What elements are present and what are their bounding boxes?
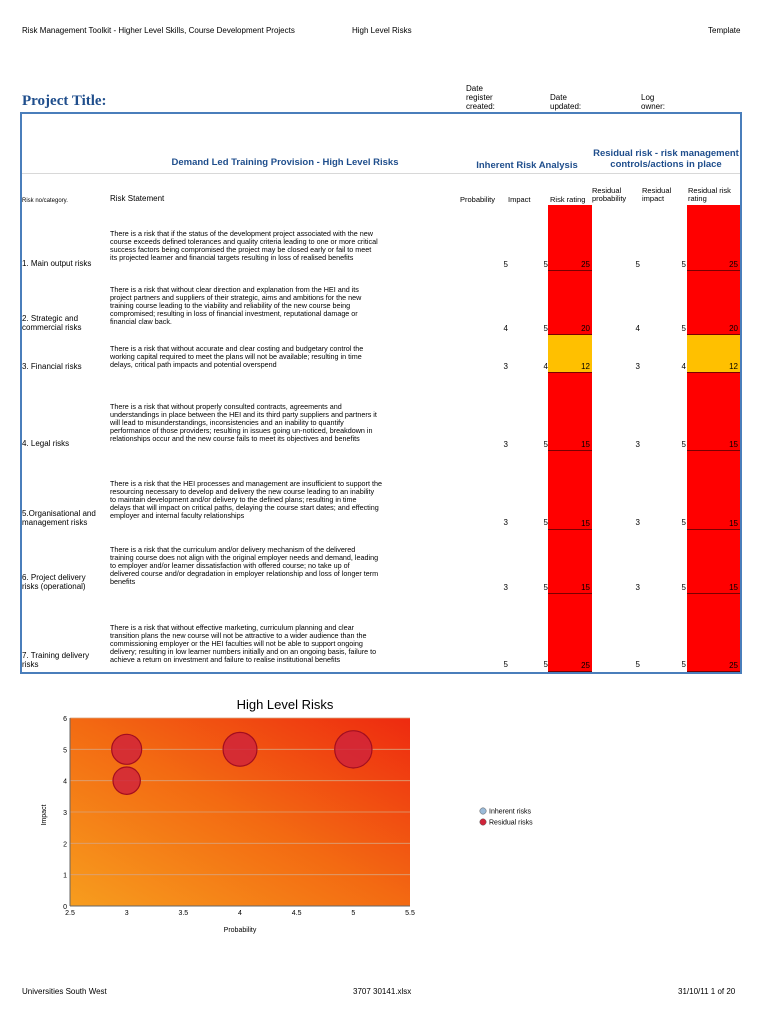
residual-probability-value: 3	[635, 440, 640, 449]
log-owner-line-2: owner:	[641, 102, 666, 111]
impact-value: 5	[543, 324, 548, 333]
residual-rating-value: 12	[729, 362, 738, 371]
legend-marker	[480, 808, 486, 814]
chart-x-axis-label: Probability	[223, 927, 257, 934]
risk-category	[22, 573, 86, 591]
residual-probability-value: 3	[635, 518, 640, 527]
risk-statement-line: There is a risk that without clear direction and explanation from the HEI and its	[110, 285, 359, 294]
risk-statement	[110, 546, 458, 586]
column-residual-impact-line-2: impact	[642, 194, 665, 203]
risk-statement-line: compromised; resulting in loss of financial investment, reputational damage or	[110, 309, 358, 318]
residual-risk-bubble	[113, 767, 140, 794]
x-tick-label: 5.5	[405, 910, 415, 917]
risk-statement-line: to maintain development and/or delivery to the defined plans; resulting in time	[110, 495, 357, 504]
risk-statement-line: There is a risk that without accurate and clear costing and budgetary control the	[110, 344, 364, 353]
x-tick-label: 5	[351, 910, 356, 917]
risk-statement-line: There is a risk that if the status of the development project associated with the new	[110, 229, 373, 238]
risk-statement-line: relationships occur and the new course fails to meet its objectives and benefits	[110, 434, 360, 443]
residual-rating-value: 15	[729, 583, 738, 592]
risk-rating-cell	[548, 205, 592, 271]
date-updated-line-1: Date	[550, 93, 567, 102]
header-sheet-name: High Level Risks	[352, 26, 412, 35]
legend-label: Inherent risks	[489, 808, 532, 816]
x-tick-label: 4	[238, 910, 242, 917]
column-residual-rating	[688, 187, 731, 203]
residual-rating-cell	[687, 271, 740, 335]
risk-statement	[110, 230, 458, 262]
column-residual-rating-line-1: Residual risk	[688, 186, 731, 195]
risk-rating-cell	[548, 530, 592, 594]
risk-statement-line: delays that will impact on critical paths, delaying the course start dates; and effecting	[110, 503, 379, 512]
column-statement: Risk Statement	[110, 194, 165, 203]
x-tick-label: 3	[124, 910, 129, 917]
risk-statement-line: financial claw back.	[110, 317, 172, 326]
risk-category	[22, 651, 89, 669]
y-tick-label: 0	[63, 904, 67, 911]
column-risk-rating: Risk rating	[550, 195, 586, 204]
residual-probability-value: 3	[635, 583, 640, 592]
risk-category-line: 4. Legal risks	[22, 439, 70, 448]
date-updated-line-2: updated:	[550, 102, 582, 111]
residual-probability-value: 5	[635, 260, 640, 269]
residual-risk-bubble	[223, 732, 257, 766]
section-divider	[22, 173, 740, 174]
probability-value: 4	[503, 324, 508, 333]
column-residual-probability	[592, 187, 626, 203]
impact-value: 5	[543, 440, 548, 449]
y-tick-label: 5	[63, 747, 67, 755]
risk-category-line: commercial risks	[22, 323, 82, 332]
risk-statement-line: project partners and suppliers of their strategic, aims and ambitions for the new	[110, 293, 362, 302]
legend-label: Residual risks	[489, 819, 533, 827]
y-tick-label: 2	[63, 841, 67, 849]
residual-impact-value: 5	[681, 324, 686, 333]
chart-y-axis-label: Impact	[41, 804, 48, 826]
probability-value: 3	[503, 518, 508, 527]
risk-category	[22, 362, 82, 371]
risk-statement-line: training course leading to the viability and reliability of the new course being	[110, 301, 351, 310]
impact-value: 5	[543, 260, 548, 269]
project-title: Project Title:	[22, 93, 107, 109]
probability-value: 5	[503, 260, 508, 269]
risk-rating-cell	[548, 335, 592, 373]
column-residual-probability-line-1: Residual	[592, 186, 622, 195]
risk-statement-line: delivery; resulting in low learner numbers initially and on an ongoing basis, failure to	[110, 647, 377, 656]
residual-impact-value: 5	[681, 260, 686, 269]
column-category: Risk no/category.	[22, 198, 68, 204]
date-register-line-1: Date	[466, 84, 483, 93]
probability-value: 5	[503, 660, 508, 669]
risk-statement	[110, 286, 458, 326]
residual-rating-cell	[687, 451, 740, 530]
risk-statement-line: understandings in place between the HEI and its third party suppliers and partners it	[110, 410, 377, 419]
risk-category	[22, 314, 82, 332]
risk-statement-line: to employer and/or learner dissatisfaction with offered course; no take up of	[110, 561, 350, 570]
residual-rating-cell	[687, 594, 740, 672]
impact-value: 5	[543, 660, 548, 669]
risk-statement	[110, 480, 458, 520]
column-residual-rating-line-2: rating	[688, 194, 707, 203]
column-impact: Impact	[508, 195, 531, 204]
residual-rating-value: 15	[729, 519, 738, 528]
residual-risk-bubble	[335, 731, 372, 768]
residual-impact-value: 5	[681, 583, 686, 592]
risk-category-line: management risks	[22, 518, 88, 527]
risk-statement-line: working capital required to meet the plans will not be available; resulting in time	[110, 352, 362, 361]
risk-rating-value: 20	[581, 324, 590, 333]
section-residual-title	[590, 148, 742, 170]
section-residual-line-1: Residual risk - risk management	[593, 148, 739, 159]
residual-rating-cell	[687, 373, 740, 451]
residual-probability-value: 3	[635, 362, 640, 371]
y-tick-label: 3	[63, 810, 67, 817]
risk-statement-line: course exceeds defined tolerances and quality criteria leading to one or more critical	[110, 237, 378, 246]
date-updated-label	[550, 93, 581, 111]
header-template-label: Template	[708, 26, 741, 35]
risk-statement-line: will lead to misunderstandings, inconsistencies and an inability to quantify	[110, 418, 344, 427]
risk-category-line: risks	[22, 660, 39, 669]
risk-statement-line: training course does not align with the original employer needs and demand, leading	[110, 553, 379, 562]
risk-statement-line: transition plans the new course will not be attractive to a wider audience than the	[110, 631, 367, 640]
legend-marker	[480, 819, 486, 825]
risk-category-line: risks (operational)	[22, 582, 86, 591]
column-residual-probability-line-2: probability	[592, 194, 627, 203]
y-tick-label: 1	[63, 872, 67, 880]
risk-rating-value: 15	[581, 519, 590, 528]
section-main-title: Demand Led Training Provision - High Level Risks	[171, 157, 399, 168]
column-residual-impact-line-1: Residual	[642, 186, 672, 195]
impact-value: 5	[543, 518, 548, 527]
residual-impact-value: 4	[681, 362, 686, 371]
risk-rating-value: 15	[581, 440, 590, 449]
x-tick-label: 3.5	[178, 910, 189, 917]
column-residual-impact	[642, 187, 671, 203]
header-document-title: Risk Management Toolkit - Higher Level Skills, Course Development Projects	[22, 26, 295, 35]
residual-rating-value: 25	[729, 260, 738, 269]
risk-statement-line: delays, critical path impacts and potential overspend	[110, 360, 277, 369]
residual-rating-cell	[687, 205, 740, 271]
risk-statement-line: success factors being compromised the project may be closed early or fail to meet	[110, 245, 372, 254]
x-tick-label: 2.5	[65, 910, 75, 917]
section-residual-line-2: controls/actions in place	[610, 159, 722, 170]
y-tick-label: 6	[63, 716, 67, 723]
probability-value: 3	[503, 362, 508, 371]
risk-statement-line: There is a risk that the HEI processes and management are insufficient to support the	[110, 479, 382, 488]
residual-risk-bubble	[112, 734, 142, 764]
section-inherent-title: Inherent Risk Analysis	[476, 160, 578, 171]
residual-rating-value: 25	[729, 661, 738, 670]
residual-rating-cell	[687, 335, 740, 373]
risk-category-line: 1. Main output risks	[22, 259, 92, 268]
y-tick-label: 4	[63, 778, 67, 786]
risk-category-line: 3. Financial risks	[22, 362, 82, 371]
column-probability: Probability	[460, 195, 496, 204]
probability-value: 3	[503, 440, 508, 449]
risk-rating-value: 25	[581, 260, 590, 269]
risk-rating-value: 25	[581, 661, 590, 670]
residual-impact-value: 5	[681, 660, 686, 669]
date-register-label	[466, 84, 495, 111]
risk-statement-line: performance of those providers; resulting in issues going un-noticed, breakdown in	[110, 426, 373, 435]
impact-value: 5	[543, 583, 548, 592]
chart-title: High Level Risks	[236, 697, 334, 712]
impact-value: 4	[543, 362, 548, 371]
risk-rating-cell	[548, 271, 592, 335]
risk-category	[22, 509, 96, 527]
risk-category	[22, 439, 69, 448]
risk-rating-cell	[548, 594, 592, 672]
risk-statement-line: achieve a return on investment and failure to realise institutional benefits	[110, 655, 341, 664]
risk-rating-value: 15	[581, 583, 590, 592]
chart-legend	[480, 808, 533, 827]
risk-statement-line: There is a risk that without properly consulted contracts, agreements and	[110, 402, 342, 411]
residual-probability-value: 5	[635, 660, 640, 669]
risk-category-line: 6. Project delivery	[22, 573, 86, 582]
risk-rating-cell	[548, 451, 592, 530]
risk-statement-line: benefits	[110, 577, 136, 586]
date-register-line-2: register	[466, 93, 493, 102]
risk-rating-cell	[548, 373, 592, 451]
residual-probability-value: 4	[635, 324, 640, 333]
risk-statement	[110, 345, 458, 369]
risk-statement-line: its projected learner and financial targets resulting in loss of realised benefits	[110, 253, 354, 262]
risk-statement	[110, 403, 458, 443]
risk-statement-line: delivered course and/or degradation in employer relationship and loss of longer term	[110, 569, 379, 578]
footer-organisation: Universities South West	[22, 987, 107, 996]
risk-statement-line: There is a risk that without effective marketing, curriculum planning and clear	[110, 623, 354, 632]
risk-statement-line: employer and internal faculty relationships	[110, 511, 245, 520]
risk-category	[22, 259, 91, 268]
probability-value: 3	[503, 583, 508, 592]
log-owner-label	[641, 93, 665, 111]
residual-rating-value: 20	[729, 324, 738, 333]
high-level-risks-chart	[0, 690, 768, 940]
log-owner-line-1: Log	[641, 93, 655, 102]
risk-statement	[110, 624, 458, 664]
residual-rating-value: 15	[729, 440, 738, 449]
risk-statement-line: There is a risk that the curriculum and/or delivery mechanism of the delivered	[110, 545, 356, 554]
residual-rating-cell	[687, 530, 740, 594]
residual-impact-value: 5	[681, 518, 686, 527]
risk-category-line: 2. Strategic and	[22, 314, 79, 323]
risk-rating-value: 12	[581, 362, 590, 371]
residual-impact-value: 5	[681, 440, 686, 449]
footer-date-page: 31/10/11 1 of 20	[678, 987, 736, 996]
risk-statement-line: resourcing necessary to develop and delivery the new course leading to an inability	[110, 487, 375, 496]
risk-category-line: 7. Training delivery	[22, 651, 90, 660]
risk-category-line: 5.Organisational and	[22, 509, 96, 518]
footer-filename: 3707 30141.xlsx	[353, 987, 412, 996]
risk-statement-line: commissioning employer or the HEI faculties will not be able to support ongoing	[110, 639, 363, 648]
x-tick-label: 4.5	[291, 910, 302, 917]
date-register-line-3: created:	[466, 102, 495, 111]
